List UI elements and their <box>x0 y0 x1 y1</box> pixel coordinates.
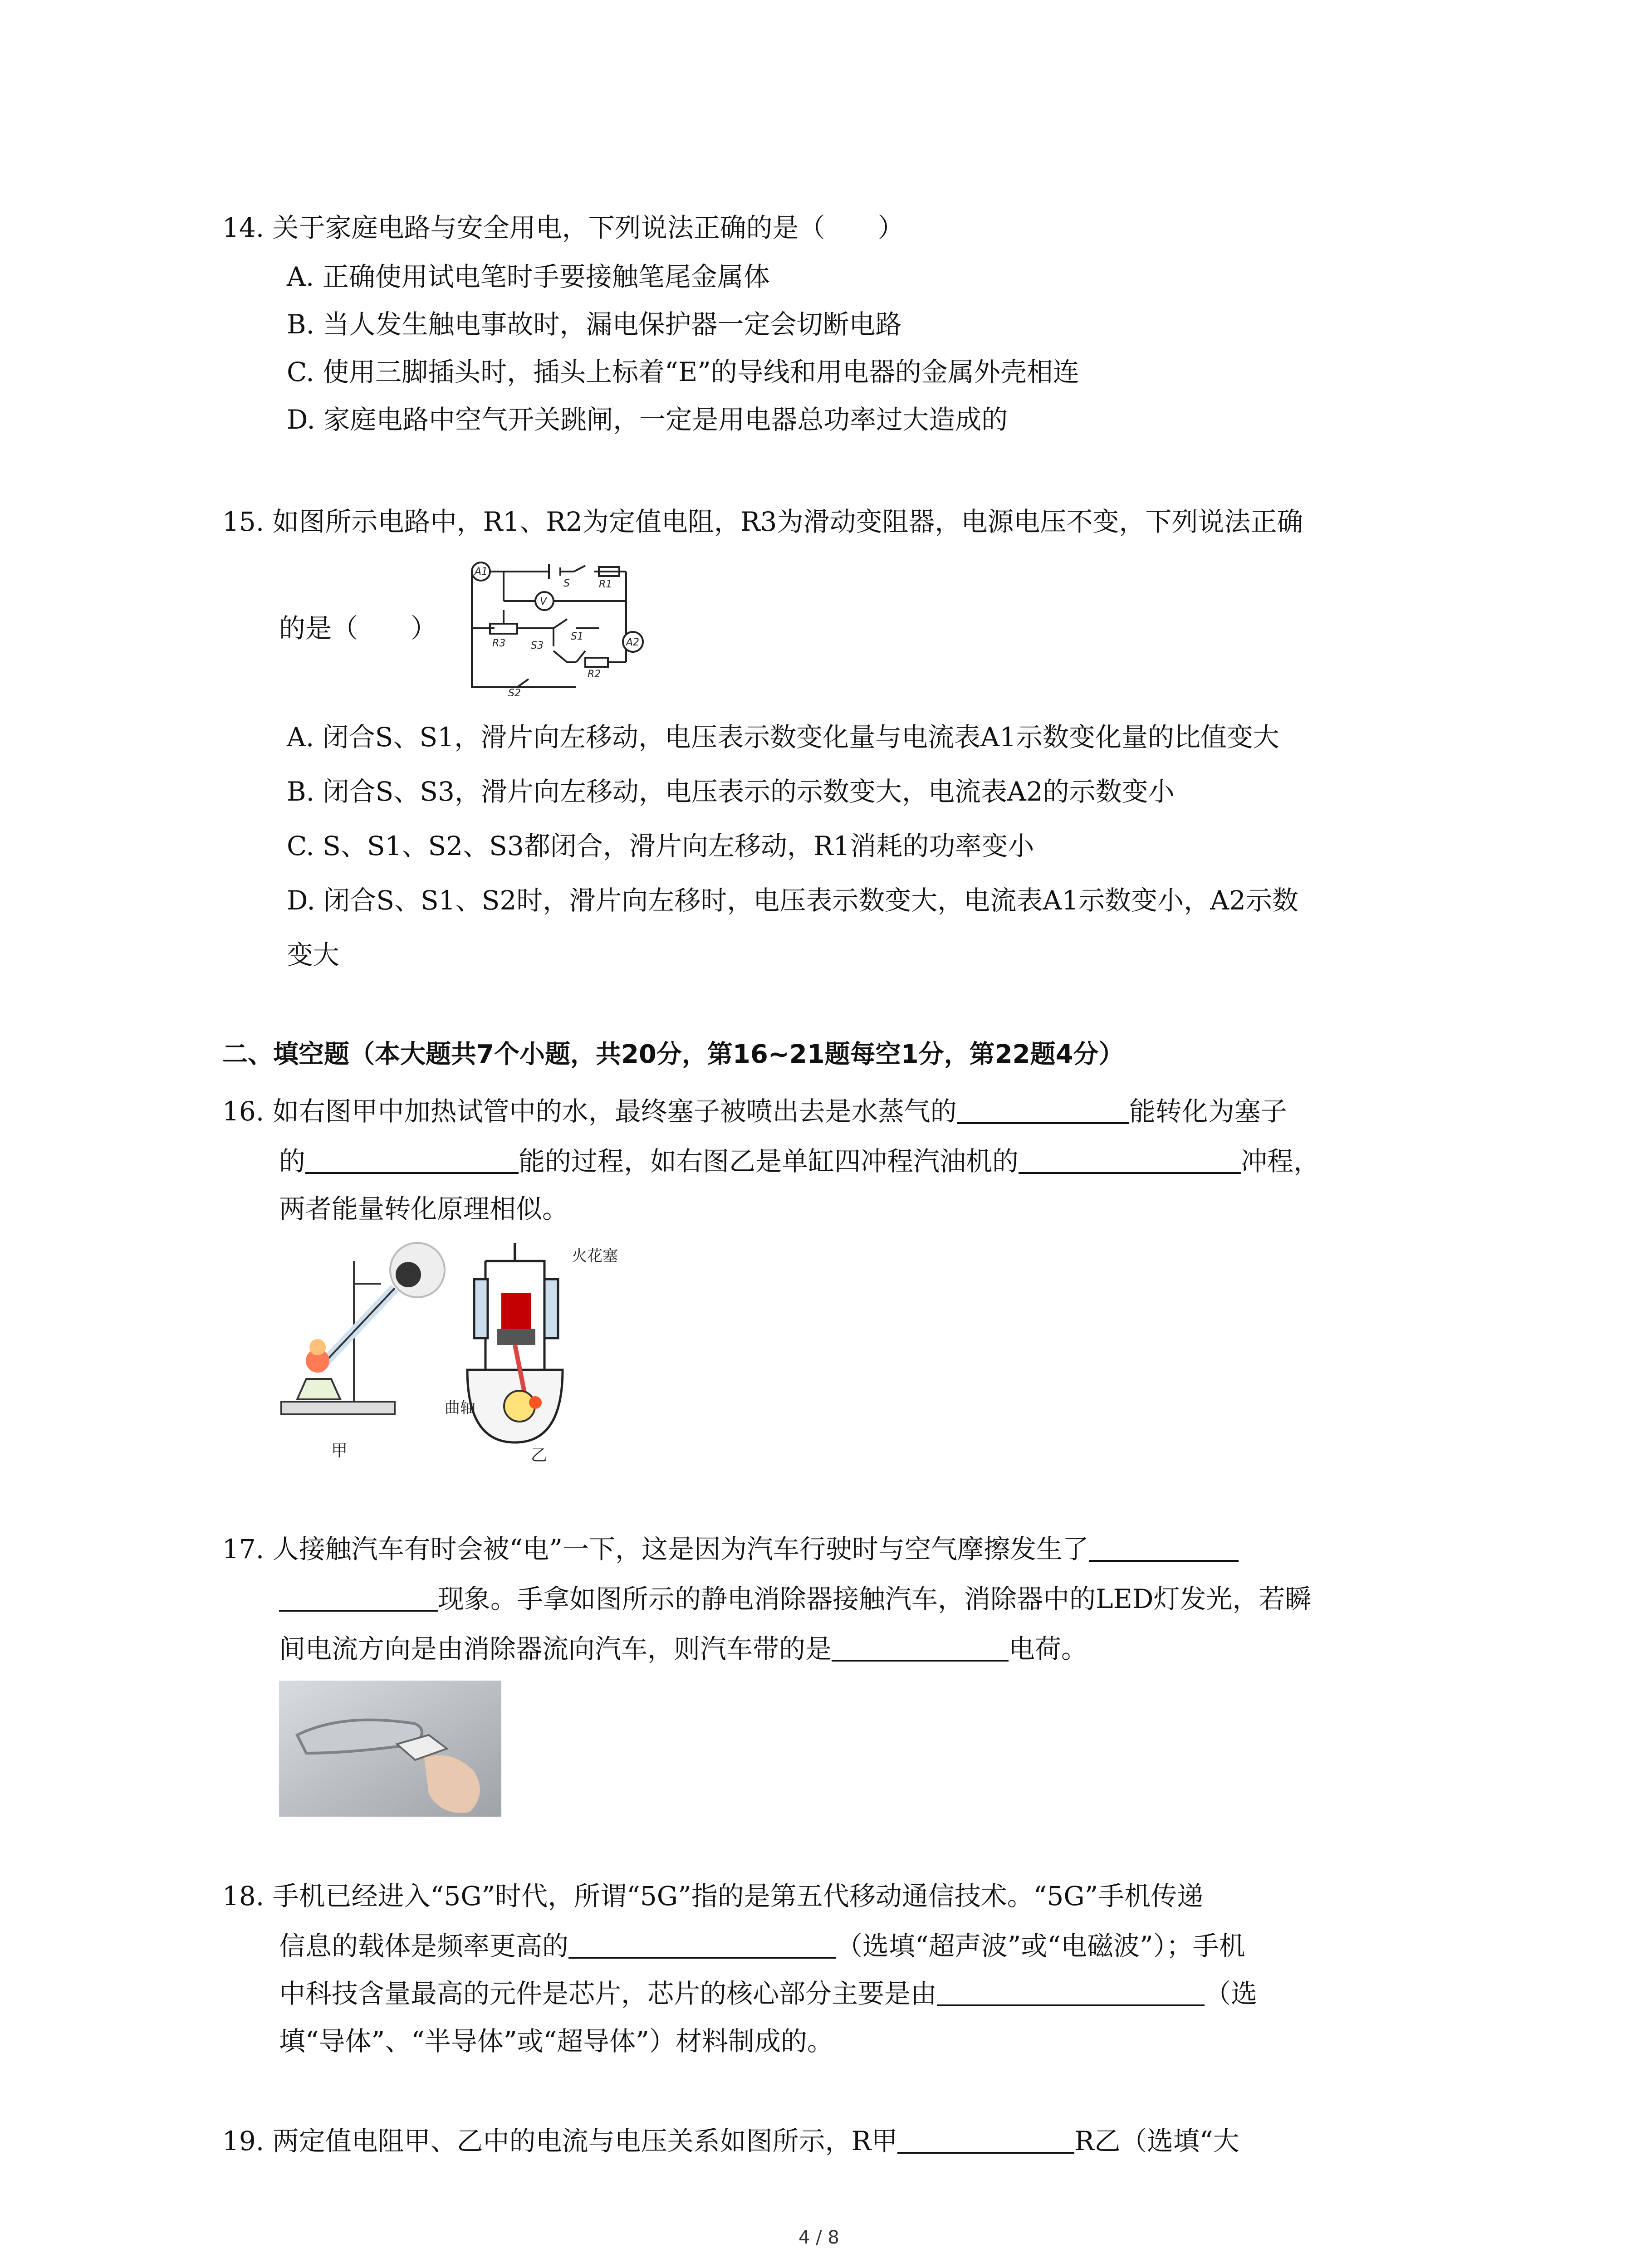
q15-stem-cont: 的是（ ） <box>279 613 437 644</box>
q18-line4: 填“导体”、“半导体”或“超导体”）材料制成的。 <box>279 2026 833 2057</box>
q19-line1: 19. 两定值电阻甲、乙中的电流与电压关系如图所示，R甲 R乙（选填“大 <box>222 2126 1239 2156</box>
q14-option-c: C. 使用三脚插头时，插头上标着“E”的导线和用电器的金属外壳相连 <box>287 357 1079 387</box>
q16-blank-1[interactable] <box>957 1097 1129 1124</box>
q17-blank-2[interactable] <box>832 1634 1009 1662</box>
q18-line1: 18. 手机已经进入“5G”时代，所谓“5G”指的是第五代移动通信技术。“5G”手机传递 <box>222 1881 1204 1911</box>
q16-line1: 16. 如右图甲中加热试管中的水，最终塞子被喷出去是水蒸气的 能转化为塞子 <box>222 1096 1287 1127</box>
q16-line3: 两者能量转化原理相似。 <box>279 1193 569 1224</box>
label-s: S <box>563 578 570 589</box>
q16-line2: 的 能的过程，如右图乙是单缸四冲程汽油机的 冲程， <box>279 1146 1320 1177</box>
label-jia: 甲 <box>331 1442 348 1460</box>
q18-line3: 中科技含量最高的元件是芯片，芯片的核心部分主要是由 （选 <box>279 1978 1258 2009</box>
q17-line3: 间电流方向是由消除器流向汽车，则汽车带的是 电荷。 <box>279 1633 1088 1664</box>
q16-blank-2[interactable] <box>305 1147 519 1174</box>
circuit-diagram <box>463 556 662 696</box>
page-number: 4 / 8 <box>798 2227 839 2248</box>
q16-blank-3[interactable] <box>1019 1147 1241 1174</box>
q17-line2: 现象。手拿如图所示的静电消除器接触汽车，消除器中的LED灯发光，若瞬 <box>279 1581 1311 1617</box>
label-a1: A1 <box>475 566 488 577</box>
q15-option-d: D. 闭合S、S1、S2时，滑片向左移时，电压表示数变大，电流表A1示数变小，A2示数 <box>287 885 1298 916</box>
q15-option-c: C. S、S1、S2、S3都闭合，滑片向左移动，R1消耗的功率变小 <box>287 831 1034 861</box>
q17-blank-1-cont[interactable] <box>279 1584 438 1612</box>
q17-blank-1[interactable] <box>1089 1535 1239 1562</box>
label-yi: 乙 <box>531 1446 548 1465</box>
label-s2: S2 <box>508 688 521 696</box>
label-s3: S3 <box>531 640 544 651</box>
q15-option-b: B. 闭合S、S3，滑片向左移动，电压表示的示数变大，电流表A2的示数变小 <box>287 776 1175 807</box>
label-r1: R1 <box>599 579 612 590</box>
q18-blank-2[interactable] <box>937 1979 1205 2006</box>
label-r3: R3 <box>492 638 506 649</box>
q16-figure <box>272 1234 662 1470</box>
label-r2: R2 <box>588 669 601 680</box>
q15-stem: 15. 如图所示电路中，R1、R2为定值电阻，R3为滑动变阻器，电源电压不变，下列说法正确 <box>222 506 1303 537</box>
q15-option-d-cont: 变大 <box>287 939 340 970</box>
q14-stem: 14. 关于家庭电路与安全用电，下列说法正确的是（ ） <box>222 212 904 243</box>
q15-option-a: A. 闭合S、S1，滑片向左移动，电压表示数变化量与电流表A1示数变化量的比值变大 <box>287 722 1279 753</box>
label-s1: S1 <box>571 631 583 642</box>
label-spark: 火花塞 <box>572 1247 618 1265</box>
label-a2: A2 <box>626 637 640 648</box>
q19-blank-1[interactable] <box>897 2126 1074 2154</box>
q17-line1: 17. 人接触汽车有时会被“电”一下，这是因为汽车行驶时与空气摩擦发生了 <box>222 1531 1239 1567</box>
q14-option-b: B. 当人发生触电事故时，漏电保护器一定会切断电路 <box>287 309 902 340</box>
static-eliminator-photo <box>279 1681 501 1817</box>
q14-option-d: D. 家庭电路中空气开关跳闸，一定是用电器总功率过大造成的 <box>287 404 1008 435</box>
section-title: 二、填空题（本大题共7个小题，共20分，第16~21题每空1分，第22题4分） <box>222 1040 1124 1069</box>
q14-option-a: A. 正确使用试电笔时手要接触笔尾金属体 <box>287 261 770 292</box>
label-crank: 曲轴 <box>445 1399 475 1417</box>
q18-line2: 信息的载体是频率更高的 （选填“超声波”或“电磁波”）；手机 <box>279 1931 1245 1961</box>
q18-blank-1[interactable] <box>568 1931 836 1959</box>
label-v: V <box>540 596 547 607</box>
